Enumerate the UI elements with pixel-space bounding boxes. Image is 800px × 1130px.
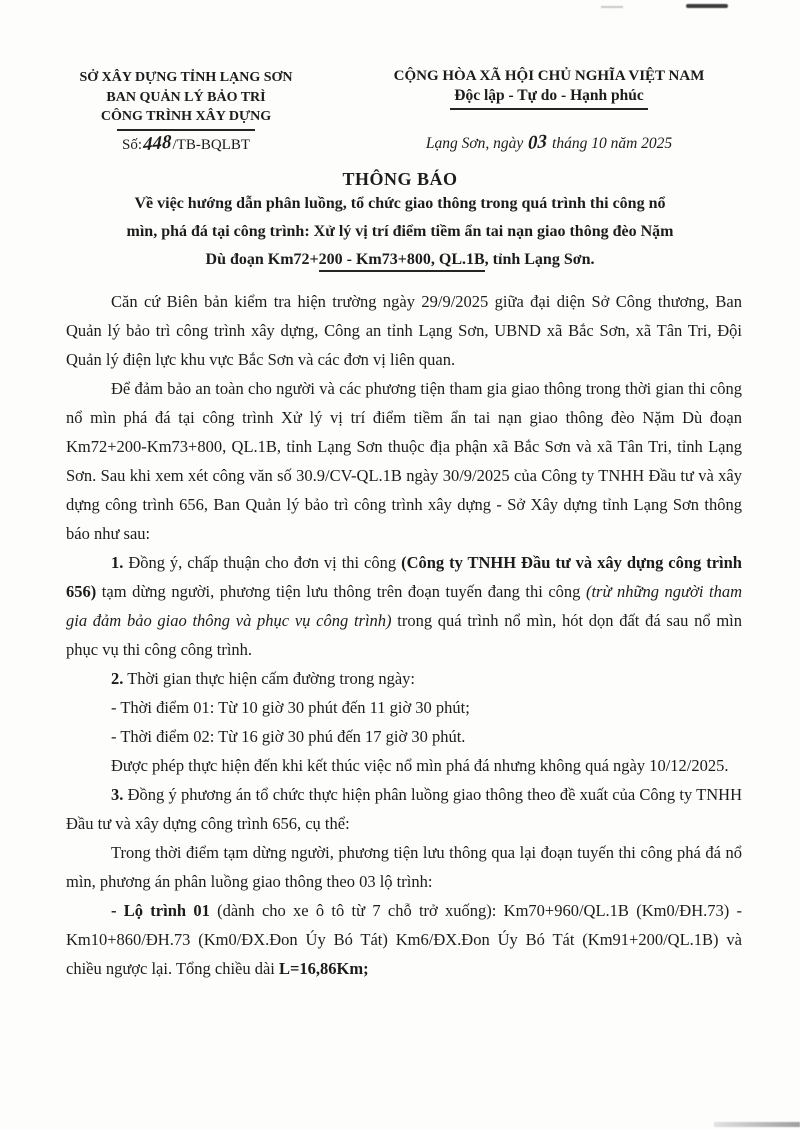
date-prefix: Lạng Sơn, ngày — [425, 135, 524, 152]
paragraph-item-3 — [66, 780, 742, 838]
date-day-handwritten: 03 — [528, 130, 548, 155]
document-subtitle-line1: Về việc hướng dẫn phân luồng, tổ chức giao thông trong quá trình thi công nổ — [134, 194, 666, 212]
agency-name-line1: BAN QUẢN LÝ BẢO TRÌ — [106, 89, 266, 105]
document-header — [0, 0, 800, 154]
document-body — [0, 274, 800, 983]
place-date-line — [344, 130, 754, 155]
subtitle-line3-seg3: , tỉnh Lạng Sơn. — [484, 250, 595, 268]
item1-number: 1. — [111, 552, 124, 572]
item1-seg1: Đồng ý, chấp thuận cho đơn vị thi công — [123, 552, 402, 572]
agency-parent-name: SỞ XÂY DỰNG TỈNH LẠNG SƠN — [79, 70, 293, 85]
item2-heading-text: Thời gian thực hiện cấm đường trong ngày: — [123, 668, 416, 688]
national-motto-block — [344, 68, 754, 154]
scan-artifact-top-faint-mark — [601, 6, 623, 8]
paragraph-item-1 — [66, 548, 742, 664]
item1-contractor-bold: (Công ty TNHH Đầu tư và xây dựng công trình 656) — [66, 552, 742, 601]
route1-label-bold: - Lộ trình 01 — [111, 900, 210, 920]
paragraph-item-2-note: Được phép thực hiện đến khi kết thúc việc nổ mìn phá đá nhưng không quá ngày 10/12/2025. — [111, 755, 729, 775]
item2-number: 2. — [111, 668, 124, 688]
document-number-handwritten: 448 — [143, 130, 172, 156]
route1-description: (dành cho xe ô tô từ 7 chỗ trở xuống): Km70+960/QL.1B (Km0/ĐH.73) - Km10+860/ĐH.73 (Km0/ĐX.Đon Úy Bó Tát) Km6/ĐX.Đon Úy Bó Tát (Km91+200/QL.1B) và chiều ngược lại. Tổng chiều dài — [66, 900, 742, 978]
item3-number: 3. — [111, 784, 124, 804]
date-suffix: tháng 10 năm 2025 — [552, 135, 673, 152]
paragraph-purpose: Để đảm bảo an toàn cho người và các phương tiện tham gia giao thông trong thời gian thi công nổ mìn phá đá tại công trình Xử lý vị trí điểm tiềm ẩn tai nạn giao thông đèo Nặm Dù đoạn Km72+200-Km73+800, QL.1B, tỉnh Lạng Sơn thuộc địa phận xã Bắc Sơn và xã Tân Tri, tỉnh Lạng Sơn. Sau khi xem xét công văn số 30.9/CV-QL.1B ngày 30/9/2025 của Công ty TNHH Đầu tư và xây dựng công trình 656, Ban Quản lý bảo trì công trình xây dựng - Sở Xây dựng tỉnh Lạng Sơn thông báo như sau: — [66, 378, 742, 543]
national-motto: Độc lập - Tự do - Hạnh phúc — [450, 87, 647, 110]
paragraph-basis: Căn cứ Biên bản kiểm tra hiện trường ngày 29/9/2025 giữa đại diện Sở Công thương, Ban Quản lý bảo trì công trình xây dựng, Công an tỉnh Lạng Sơn, UBND xã Bắc Sơn, xã Tân Tri, Đội Quản lý điện lực khu vực Bắc Sơn và các đơn vị liên quan. — [66, 291, 742, 369]
document-number-prefix: Số: — [121, 136, 142, 153]
document-title: THÔNG BÁO — [342, 168, 458, 189]
issuing-agency-block — [50, 68, 322, 154]
scan-artifact-top-smudge — [686, 4, 728, 8]
document-number-suffix: /TB-BQLBT — [172, 136, 250, 153]
subtitle-line3-seg1: Dù đoạn Km72+ — [205, 250, 319, 268]
paragraph-item-2-time-2: - Thời điểm 02: Từ 16 giờ 30 phú đến 17 giờ 30 phút. — [111, 726, 466, 746]
title-block — [0, 169, 800, 274]
national-title: CỘNG HÒA XÃ HỘI CHỦ NGHĨA VIỆT NAM — [393, 68, 705, 84]
paragraph-routing-intro: Trong thời điểm tạm dừng người, phương tiện lưu thông qua lại đoạn tuyến thi công phá đá nổ mìn, phương án phân luồng giao thông theo 03 lộ trình: — [66, 842, 742, 891]
item3-text: Đồng ý phương án tổ chức thực hiện phân luồng giao thông theo đề xuất của Công ty TNHH Đầu tư và xây dựng công trình 656, cụ thể: — [66, 784, 742, 833]
paragraph-item-2-heading — [66, 664, 742, 693]
paragraph-route-01 — [66, 896, 742, 983]
subtitle-line3-underlined-segment: 200 - Km73+800, QL.1B — [319, 251, 485, 272]
document-subtitle-line3 — [0, 246, 800, 274]
item1-seg5: trong quá trình nổ mìn, hót dọn đất đá sau nổ mìn phục vụ thi công công trình. — [66, 610, 743, 659]
paragraph-item-2-time-1: - Thời điểm 01: Từ 10 giờ 30 phút đến 11 giờ 30 phút; — [111, 697, 470, 717]
agency-name-line2: CÔNG TRÌNH XÂY DỰNG — [100, 109, 272, 124]
item1-seg3: tạm dừng người, phương tiện lưu thông trên đoạn tuyến đang thi công — [96, 581, 586, 601]
agency-underline — [117, 129, 255, 131]
document-subtitle-line2: mìn, phá đá tại công trình: Xử lý vị trí điểm tiềm ẩn tai nạn giao thông đèo Nặm — [126, 222, 674, 240]
scan-artifact-bottom-strip — [714, 1122, 800, 1127]
route1-total-length-bold: L=16,86Km; — [279, 958, 369, 978]
item1-exception-italic: (trừ những người tham gia đảm bảo giao thông và phục vụ công trình) — [66, 581, 742, 630]
document-number — [50, 130, 322, 156]
